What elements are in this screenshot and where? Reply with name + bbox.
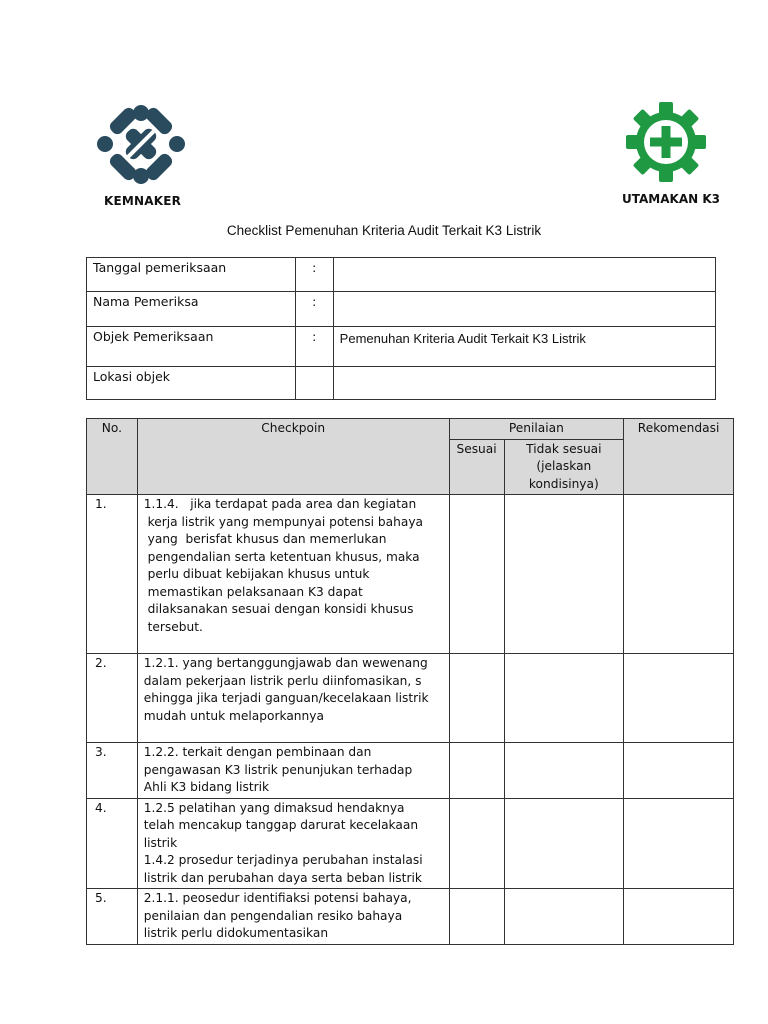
nonconform-cell[interactable] bbox=[504, 654, 624, 743]
header-nonconform-line: (jelaskan bbox=[536, 459, 592, 473]
header-recommendation: Rekomendasi bbox=[624, 419, 734, 495]
kemnaker-label: KEMNAKER bbox=[104, 194, 182, 208]
recommendation-cell[interactable] bbox=[624, 743, 734, 799]
checkpoint-line: pengawasan K3 listrik penunjukan terhadap bbox=[143, 762, 413, 777]
checkpoint-line: 1.4.2 prosedur terjadinya perubahan instalasi bbox=[143, 853, 423, 867]
recommendation-cell[interactable] bbox=[624, 889, 734, 945]
checkpoint-line: listrik perlu didokumentasikan bbox=[143, 926, 329, 940]
checkpoint-line: 1.2.2. terkait dengan pembinaan dan bbox=[143, 745, 372, 759]
header-nonconform-line: Tidak sesuai bbox=[526, 441, 602, 456]
checkpoint-line: tersebut. bbox=[143, 619, 203, 634]
info-label: Nama Pemeriksa bbox=[87, 292, 296, 327]
recommendation-cell[interactable] bbox=[624, 654, 734, 743]
checkpoint-line: memastikan pelaksanaan K3 dapat bbox=[143, 584, 363, 599]
info-label: Lokasi objek bbox=[87, 367, 296, 400]
checkpoint-line: 2.1.1. peosedur identifiaksi potensi bahaya, bbox=[143, 891, 412, 905]
row-number: 2. bbox=[87, 654, 138, 743]
header-nonconform-line: kondisinya) bbox=[528, 476, 599, 491]
checkpoint-line: ehingga jika terjadi ganguan/kecelakaan listrik bbox=[143, 691, 429, 705]
row-number: 3. bbox=[87, 743, 138, 799]
nonconform-cell[interactable] bbox=[504, 798, 624, 889]
checkpoint-line: pengendalian serta ketentuan khusus, maka bbox=[143, 549, 420, 564]
info-colon: : bbox=[295, 292, 333, 327]
info-row-date bbox=[87, 258, 716, 292]
table-row bbox=[87, 889, 734, 945]
header-checkpoint: Checkpoin bbox=[137, 419, 449, 495]
info-value-location[interactable] bbox=[333, 367, 715, 400]
info-value-date[interactable] bbox=[333, 258, 715, 292]
info-value-inspector[interactable] bbox=[333, 292, 715, 327]
checkpoint-line: mudah untuk melaporkannya bbox=[143, 708, 324, 723]
checklist-header-row bbox=[87, 419, 734, 440]
info-colon: : bbox=[295, 327, 333, 367]
inspection-info-table bbox=[86, 257, 716, 400]
header-assessment: Penilaian bbox=[449, 419, 624, 440]
checkpoint-line: dalam pekerjaan listrik perlu diinfomasikan, s bbox=[143, 673, 422, 688]
checkpoint-line: dilaksanakan sesuai dengan konsidi khusus bbox=[143, 602, 414, 616]
nonconform-cell[interactable] bbox=[504, 495, 624, 654]
checkpoint-line: kerja listrik yang mempunyai potensi bahaya bbox=[143, 514, 423, 529]
checkpoint-line: listrik bbox=[143, 835, 178, 850]
info-value-object[interactable]: Pemenuhan Kriteria Audit Terkait K3 Listrik bbox=[333, 327, 715, 367]
row-number: 4. bbox=[87, 798, 138, 889]
kemnaker-logo bbox=[96, 104, 186, 184]
info-colon: : bbox=[295, 258, 333, 292]
row-number: 5. bbox=[87, 889, 138, 945]
info-label: Tanggal pemeriksaan bbox=[87, 258, 296, 292]
info-row-inspector bbox=[87, 292, 716, 327]
info-label: Objek Pemeriksaan bbox=[87, 327, 296, 367]
info-row-location bbox=[87, 367, 716, 400]
checkpoint-text bbox=[137, 495, 449, 654]
table-row bbox=[87, 495, 734, 654]
recommendation-cell[interactable] bbox=[624, 495, 734, 654]
conform-cell[interactable] bbox=[449, 889, 504, 945]
document-title: Checklist Pemenuhan Kriteria Audit Terkait K3 Listrik bbox=[226, 223, 542, 238]
conform-cell[interactable] bbox=[449, 743, 504, 799]
row-number: 1. bbox=[87, 495, 138, 654]
nonconform-cell[interactable] bbox=[504, 889, 624, 945]
info-colon bbox=[295, 367, 333, 400]
checkpoint-line: 1.1.4. jika terdapat pada area dan kegiatan bbox=[143, 497, 417, 511]
k3-gear-logo bbox=[624, 102, 708, 182]
checkpoint-line: yang berisfat khusus dan memerlukan bbox=[143, 532, 387, 546]
checkpoint-line: Ahli K3 bidang listrik bbox=[143, 780, 270, 794]
checkpoint-line: listrik dan perubahan daya serta beban listrik bbox=[143, 870, 422, 885]
checkpoint-text bbox=[137, 743, 449, 799]
checkpoint-line: penilaian dan pengendalian resiko bahaya bbox=[143, 908, 403, 923]
header-nonconform bbox=[504, 439, 624, 495]
checkpoint-line: telah mencakup tanggap darurat kecelakaan bbox=[143, 818, 419, 832]
header-no: No. bbox=[87, 419, 138, 495]
checkpoint-text bbox=[137, 889, 449, 945]
checklist-table bbox=[86, 418, 734, 945]
k3-label: UTAMAKAN K3 bbox=[622, 192, 720, 206]
info-row-object bbox=[87, 327, 716, 367]
checkpoint-line: perlu dibuat kebijakan khusus untuk bbox=[143, 567, 370, 581]
checkpoint-text bbox=[137, 654, 449, 743]
checkpoint-line: 1.2.5 pelatihan yang dimaksud hendaknya bbox=[143, 800, 405, 815]
conform-cell[interactable] bbox=[449, 495, 504, 654]
header-conform: Sesuai bbox=[449, 439, 504, 495]
table-row bbox=[87, 654, 734, 743]
checkpoint-text bbox=[137, 798, 449, 889]
conform-cell[interactable] bbox=[449, 798, 504, 889]
table-row bbox=[87, 798, 734, 889]
conform-cell[interactable] bbox=[449, 654, 504, 743]
recommendation-cell[interactable] bbox=[624, 798, 734, 889]
nonconform-cell[interactable] bbox=[504, 743, 624, 799]
checkpoint-line: 1.2.1. yang bertanggungjawab dan wewenang bbox=[143, 656, 428, 670]
table-row bbox=[87, 743, 734, 799]
